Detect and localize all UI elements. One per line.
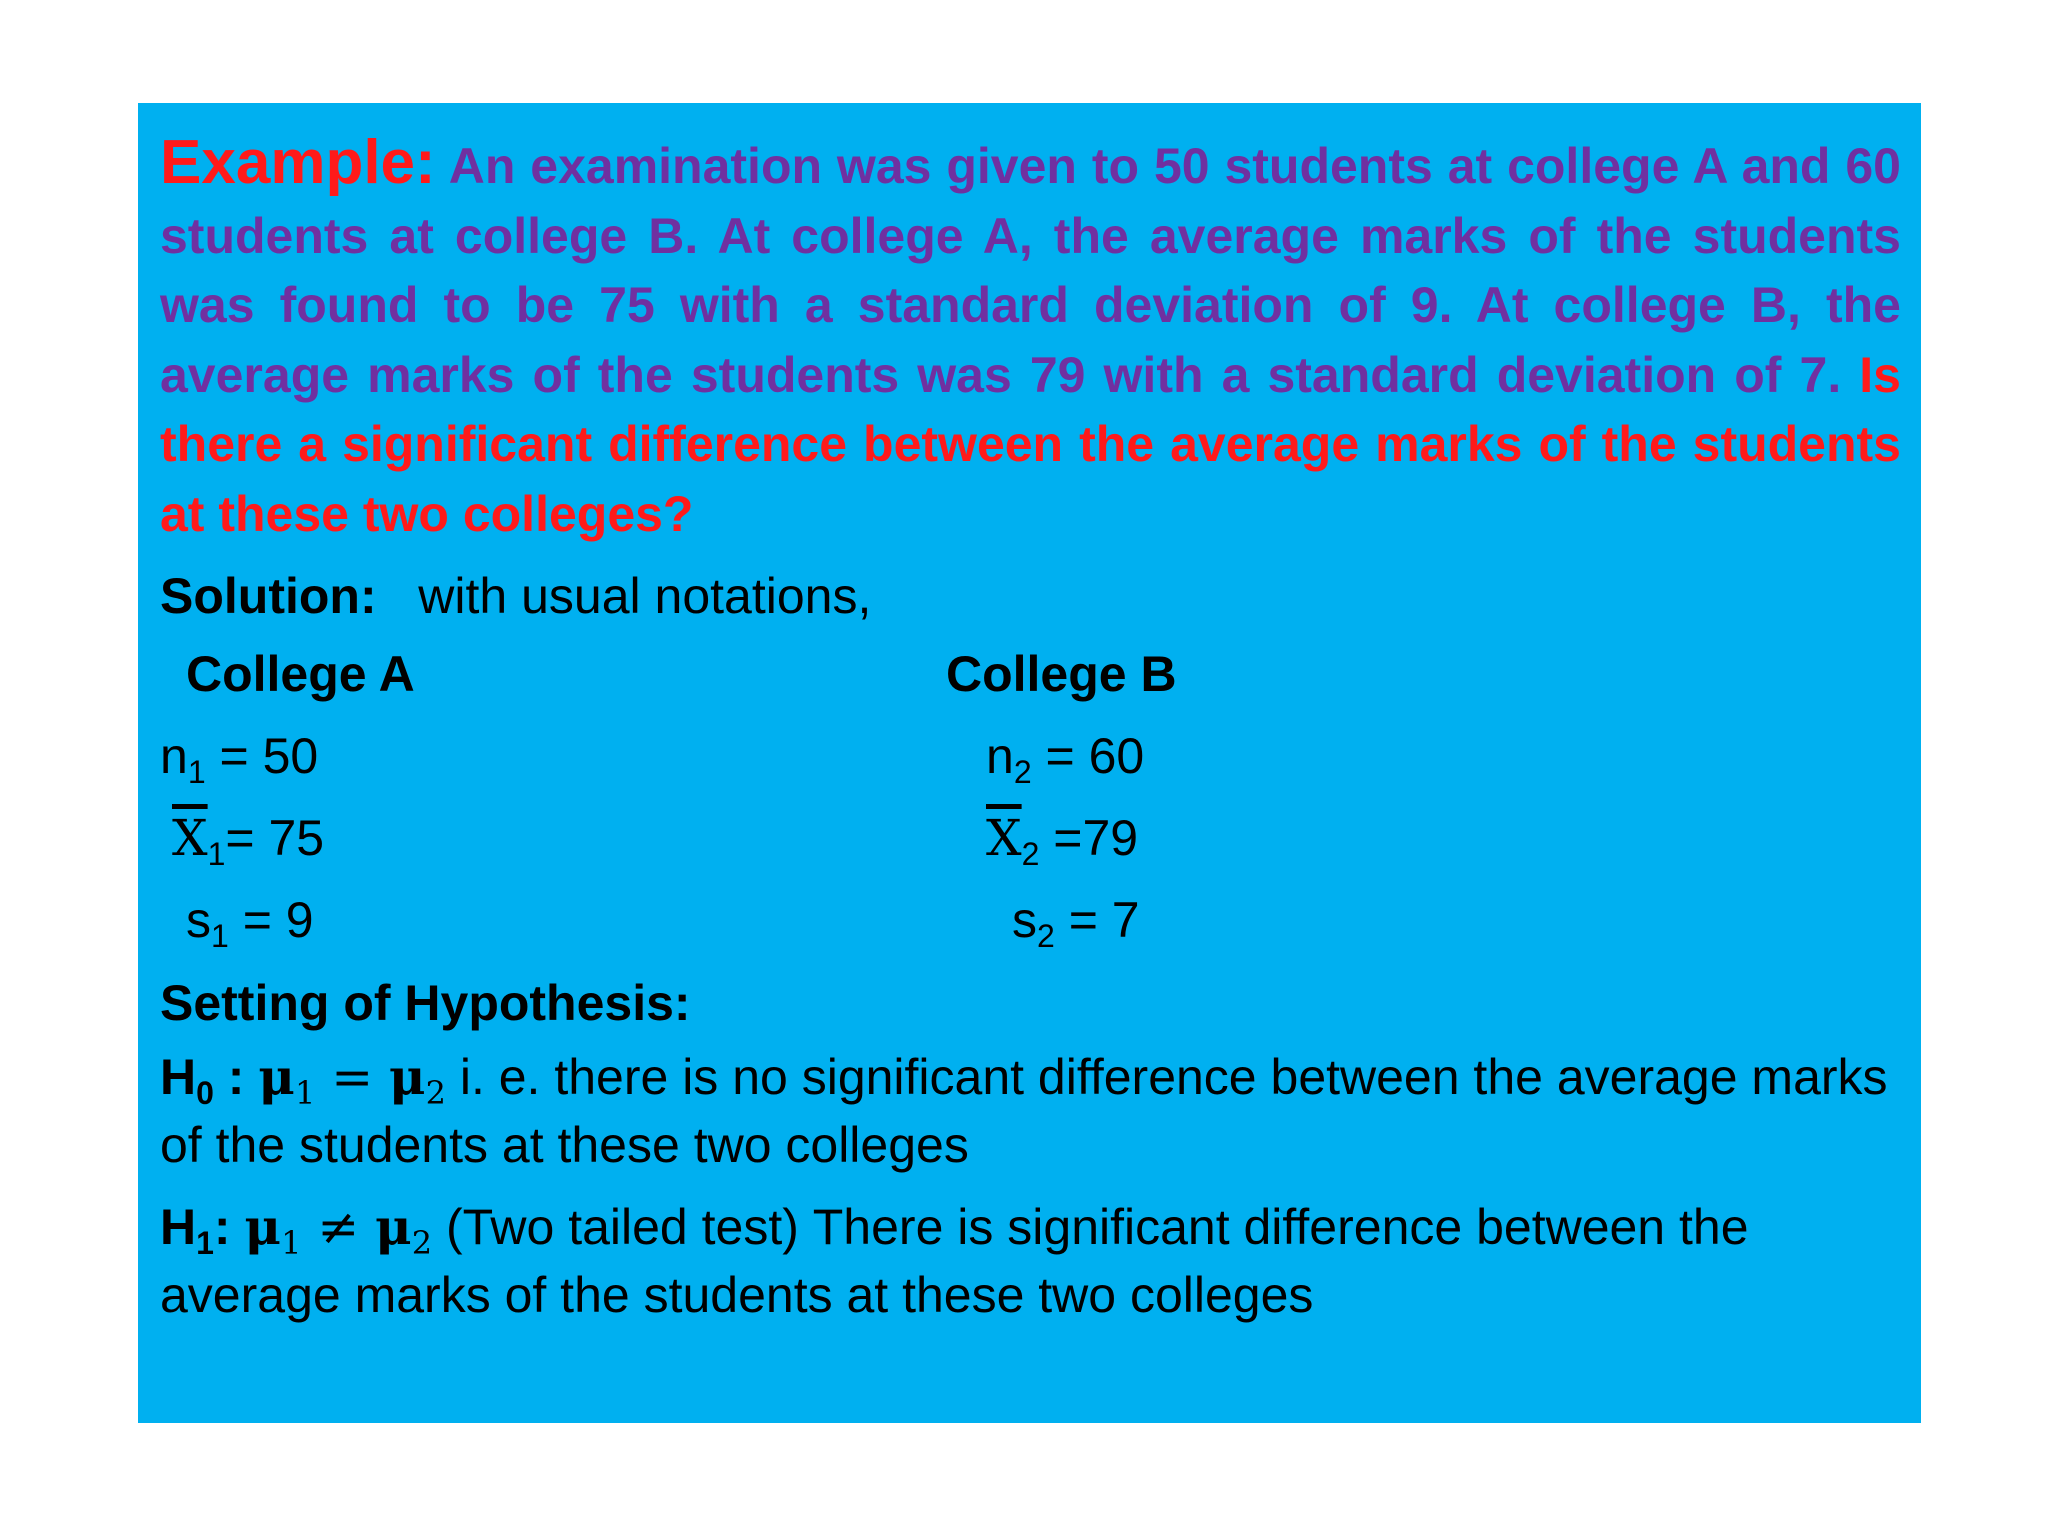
n1-symbol: n — [160, 728, 188, 784]
h0-text: i. e. there is no significant difference between the average marks of the students at these two colleges — [160, 1049, 1888, 1173]
s2-subscript: 2 — [1037, 918, 1055, 954]
example-label: Example: — [160, 128, 436, 197]
mu2-symbol: μ — [389, 1047, 426, 1106]
college-a-sd — [186, 879, 314, 961]
s1-subscript: 1 — [211, 918, 229, 954]
n1-value: = 50 — [205, 728, 319, 784]
college-headings-row — [160, 633, 1901, 715]
s2-value: = 7 — [1054, 892, 1140, 948]
solution-label: Solution: — [160, 568, 377, 624]
h1-text: (Two tailed test) There is significant difference between the average marks of the students at these two colleges — [160, 1199, 1749, 1323]
alternative-hypothesis — [160, 1193, 1901, 1329]
null-hypothesis — [160, 1043, 1901, 1179]
college-b-n — [986, 715, 1144, 797]
equals-operator: = — [315, 1048, 389, 1106]
hypothesis-heading: Setting of Hypothesis: — [160, 975, 691, 1031]
solution-line — [160, 561, 1901, 631]
solution-text: with usual notations, — [418, 568, 872, 624]
mu2-symbol-alt: μ — [375, 1197, 412, 1256]
mean-row — [160, 797, 1901, 879]
s1-symbol: s — [186, 892, 211, 948]
n1-subscript: 1 — [187, 754, 206, 790]
college-b-sd — [1012, 879, 1140, 961]
college-b-mean — [986, 797, 1138, 879]
xbar2-value: =79 — [1039, 810, 1139, 866]
xbar2-subscript: 2 — [1021, 836, 1040, 872]
h1-colon: : — [213, 1199, 245, 1255]
s1-value: = 9 — [228, 892, 314, 948]
slide-panel — [138, 103, 1921, 1423]
college-a-n — [160, 715, 318, 797]
mu1-symbol-alt: μ — [244, 1197, 282, 1256]
mu2-subscript: 2 — [425, 1074, 446, 1112]
h0-subscript: 0 — [196, 1075, 214, 1111]
mu1-subscript-alt: 1 — [281, 1224, 302, 1262]
h1-label — [160, 1199, 245, 1261]
xbar1-value: = 75 — [225, 810, 325, 866]
example-question: Is there a significant difference between the average marks of the students at these two colleges? — [160, 346, 1901, 542]
s2-symbol: s — [1012, 892, 1037, 948]
std-dev-row — [160, 879, 1901, 961]
n2-subscript: 2 — [1013, 754, 1032, 790]
h1-symbol: H — [160, 1199, 197, 1255]
example-statement: An examination was given to 50 students at college A and 60 students at college B. At college A, the average marks of the students was found to be 75 with a standard deviation of 9. At college B, the average marks of the students was 79 with a standard deviation of 7. — [160, 138, 1901, 403]
example-paragraph — [160, 128, 1901, 549]
h0-colon: : — [213, 1049, 259, 1105]
xbar2-symbol: $\overline{X}$ — [986, 809, 1022, 867]
mu1-subscript: 1 — [294, 1074, 316, 1112]
h1-subscript: 1 — [196, 1225, 214, 1261]
mu1-symbol: μ — [258, 1047, 295, 1106]
n2-symbol: n — [986, 728, 1014, 784]
xbar1-subscript: 1 — [207, 836, 226, 872]
sample-size-row — [160, 715, 1901, 797]
college-a-heading: College A — [186, 646, 415, 702]
n2-value: = 60 — [1031, 728, 1145, 784]
mu2-subscript-alt: 2 — [411, 1224, 433, 1262]
college-a-mean — [172, 797, 324, 879]
h0-label — [160, 1049, 259, 1111]
xbar1-symbol: $\overline{X}$ — [172, 809, 208, 867]
slide-content — [160, 128, 1901, 1329]
college-b-heading: College B — [946, 646, 1177, 702]
not-equal-operator: ≠ — [301, 1198, 376, 1256]
h0-symbol: H — [160, 1049, 197, 1105]
